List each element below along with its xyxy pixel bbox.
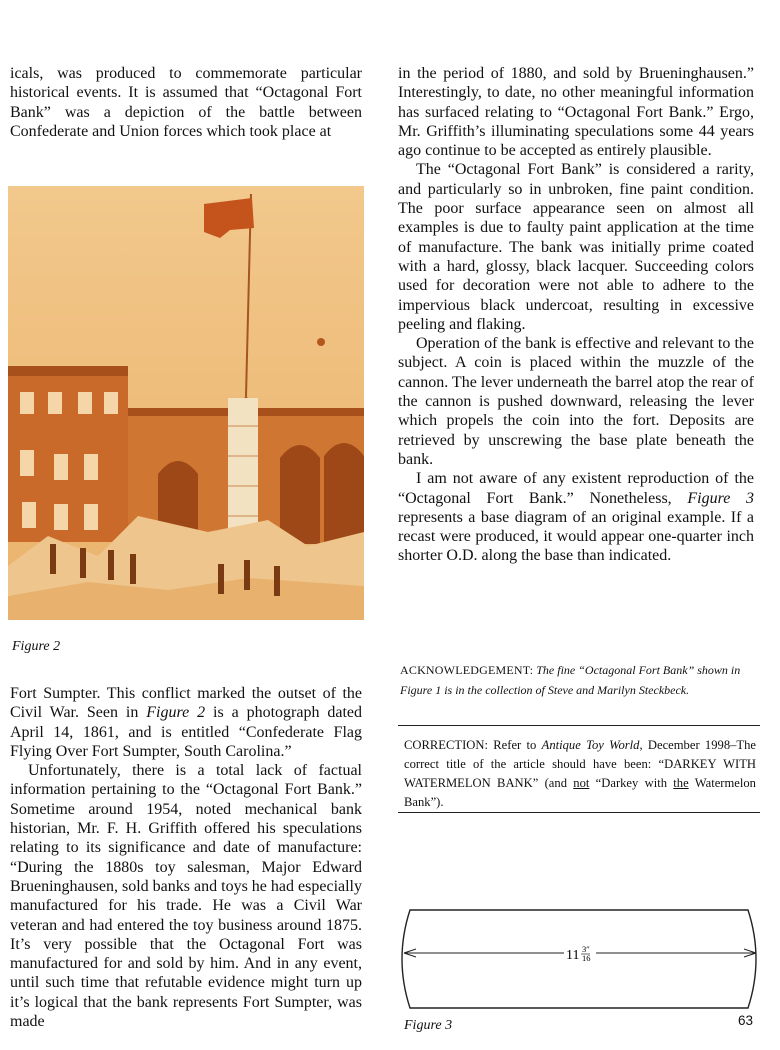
text-run: , December 1998–The correct title of the article should have been: “DARKEY WITH WATERMELON BANK” (and [404, 738, 756, 790]
left-column-top [10, 64, 362, 141]
text-run: “Darkey with [589, 776, 674, 790]
underlined-the: the [673, 776, 689, 790]
left-top-paragraph: icals, was produced to commemorate particular historical events. It is assumed that “Octagonal Fort Bank” was a depiction of the battle between Confederate and Union forces which took place at [10, 65, 362, 140]
text-run: Fort Sumpter. This conflict marked the outset of the Civil War. Seen in [10, 685, 362, 722]
figure-3-base-diagram [396, 906, 764, 1012]
underlined-not: not [573, 776, 590, 790]
publication-title: Antique Toy World [541, 738, 640, 752]
left-column-bottom [10, 684, 362, 1031]
figure-3-reference: Figure 3 [687, 489, 754, 507]
text-run: Refer to [487, 738, 542, 752]
text-run: Watermelon Bank”). [404, 776, 756, 809]
acknowledgement-heading: ACKNOWLEDGEMENT: [400, 663, 534, 677]
right-paragraph-2: The “Octagonal Fort Bank” is considered a rarity, and particularly so in unbroken, fine paint condition. The poor surface appearance seen on almost all examples is due to faulty paint application at the time of manufacture. The bank was initially prime coated with a hard, glossy, black lacquer. Succeeding colors used for decoration were not able to adhere to the impervious black undercoat, resulting in excessive peeling and flaking. [398, 161, 754, 333]
correction-text [404, 736, 756, 812]
figure-2-photo [8, 186, 364, 620]
page-number: 63 [738, 1013, 754, 1028]
dimension-denominator: 16 [582, 953, 591, 963]
dimension-whole: 11 [566, 948, 580, 963]
acknowledgement [400, 660, 760, 700]
left-bottom-paragraph-1 [10, 684, 362, 761]
left-bottom-paragraph-2: Unfortunately, there is a total lack of factual information pertaining to the “Octagonal Fort Bank.” Sometime around 1954, noted mechanical bank historian, Mr. F. H. Griffith offered his speculations relating to its significance and date of manufacture: “During the 1880s toy salesman, Major Edward Brueninghausen, sold banks and toys he had especially manufactured for his trade. He was a Civil War veteran and had entered the toy business around 1875. It’s very possible that the Octagonal Fort was manufactured for and sold by him. And in any event, until such time that refutable evidence might turn up it’s logical that the bank represents Fort Sumpter, was made [10, 762, 362, 1031]
figure-2-reference: Figure 2 [146, 704, 206, 722]
figure-2-caption: Figure 2 [12, 639, 61, 654]
right-paragraph-3: Operation of the bank is effective and relevant to the subject. A coin is placed within the muzzle of the cannon. The lever underneath the barrel atop the rear of the cannon is pushed downward, releasing the lever which propels the coin into the fort. Deposits are retrieved by unscrewing the base plate beneath the bank. [398, 335, 754, 468]
text-run: represents a base diagram of an original example. If a recast were produced, it would appear one-quarter inch shorter O.D. along the base than indicated. [398, 508, 754, 565]
text-run: I am not aware of any existent reproduction of the “Octagonal Fort Bank.” Nonetheless, [398, 470, 754, 507]
right-paragraph-1: in the period of 1880, and sold by Brueninghausen.” Interestingly, to date, no other meaningful information has surfaced relating to “Octagonal Fort Bank.” Ergo, Mr. Griffith’s illuminating speculations some 44 years ago continue to be accepted as entirely plausible. [398, 65, 754, 160]
figure-3-caption: Figure 3 [404, 1018, 453, 1033]
right-column [398, 64, 754, 566]
acknowledgement-body: The fine “Octagonal Fort Bank” shown in Figure 1 is in the collection of Steve and Marilyn Steckbeck. [400, 663, 741, 697]
correction-box [398, 725, 760, 813]
correction-label: CORRECTION: [404, 738, 488, 752]
text-run: is a photograph dated April 14, 1861, and is entitled “Confederate Flag Flying Over Fort Sumpter, South Carolina.” [10, 704, 363, 760]
dimension-numerator: 3″ [582, 944, 590, 954]
right-paragraph-4 [398, 469, 754, 565]
